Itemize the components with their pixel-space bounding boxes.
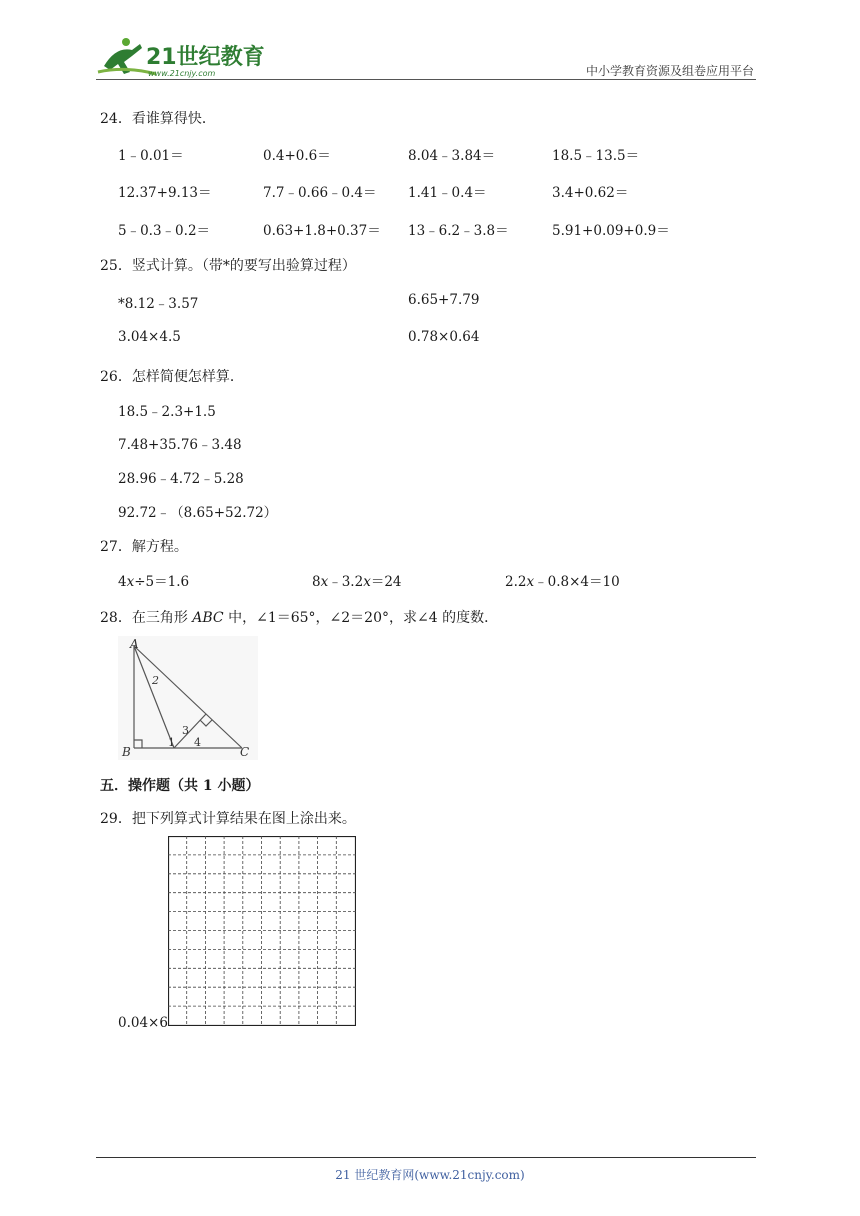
q26-item: 92.72﹣（8.65+52.72） — [118, 505, 278, 521]
q24-item: 13﹣6.2﹣3.8＝ — [408, 223, 509, 239]
svg-text:1: 1 — [168, 736, 175, 749]
q25-item: *8.12﹣3.57 — [118, 296, 199, 312]
triangle-diagram — [118, 636, 258, 760]
equation-2: 8x﹣3.2x＝24 — [312, 574, 402, 590]
q26-item: 28.96﹣4.72﹣5.28 — [118, 471, 244, 487]
svg-text:B: B — [122, 745, 131, 759]
q25-title: 25．竖式计算。（带*的要写出验算过程） — [100, 258, 356, 274]
q24-item: 12.37+9.13＝ — [118, 185, 212, 201]
q24-item: 3.4+0.62＝ — [552, 185, 629, 201]
q24-item: 0.63+1.8+0.37＝ — [263, 223, 381, 239]
q26-title: 26．怎样简便怎样算． — [100, 369, 244, 385]
q24-item: 18.5﹣13.5＝ — [552, 148, 640, 164]
q25-item: 0.78×0.64 — [408, 329, 480, 345]
q25-item: 3.04×4.5 — [118, 329, 181, 345]
svg-text:4: 4 — [194, 736, 201, 749]
footer-text[interactable]: 21 世纪教育网(www.21cnjy.com) — [335, 1168, 525, 1182]
section-title: 五．操作题（共 1 小题） — [100, 778, 260, 794]
svg-text:21世纪教育: 21世纪教育 — [146, 45, 265, 70]
svg-text:3: 3 — [182, 724, 189, 737]
q24-title: 24．看谁算得快． — [100, 111, 216, 127]
svg-text:A: A — [130, 637, 139, 651]
q24-item: 0.4+0.6＝ — [263, 148, 331, 164]
q24-item: 5﹣0.3﹣0.2＝ — [118, 223, 211, 239]
q26-item: 18.5﹣2.3+1.5 — [118, 404, 216, 420]
q27-title: 27．解方程。 — [100, 539, 188, 555]
svg-text:2: 2 — [152, 674, 159, 687]
q28-title: 28．在三角形 ABC 中，∠1＝65°，∠2＝20°，求∠4 的度数． — [100, 610, 499, 626]
q24-item: 8.04﹣3.84＝ — [408, 148, 496, 164]
q29-expression: 0.04×6 — [118, 1015, 168, 1031]
svg-text:www.21cnjy.com: www.21cnjy.com — [148, 69, 216, 78]
q24-item: 1.41﹣0.4＝ — [408, 185, 487, 201]
platform-name: 中小学教育资源及组卷应用平台 — [585, 64, 754, 78]
footer-divider — [96, 1157, 756, 1158]
q25-item: 6.65+7.79 — [408, 292, 480, 308]
equation-1: 4x÷5＝1.6 — [118, 574, 190, 590]
q24-item: 1﹣0.01＝ — [118, 148, 184, 164]
svg-text:C: C — [240, 745, 250, 759]
header-divider — [96, 79, 756, 80]
hundred-grid[interactable] — [168, 836, 356, 1026]
q29-title: 29．把下列算式计算结果在图上涂出来。 — [100, 811, 356, 827]
q24-item: 7.7﹣0.66﹣0.4＝ — [263, 185, 377, 201]
equation-3: 2.2x﹣0.8×4＝10 — [505, 574, 620, 590]
site-logo — [96, 36, 266, 80]
q26-item: 7.48+35.76﹣3.48 — [118, 437, 242, 453]
q24-item: 5.91+0.09+0.9＝ — [552, 223, 670, 239]
